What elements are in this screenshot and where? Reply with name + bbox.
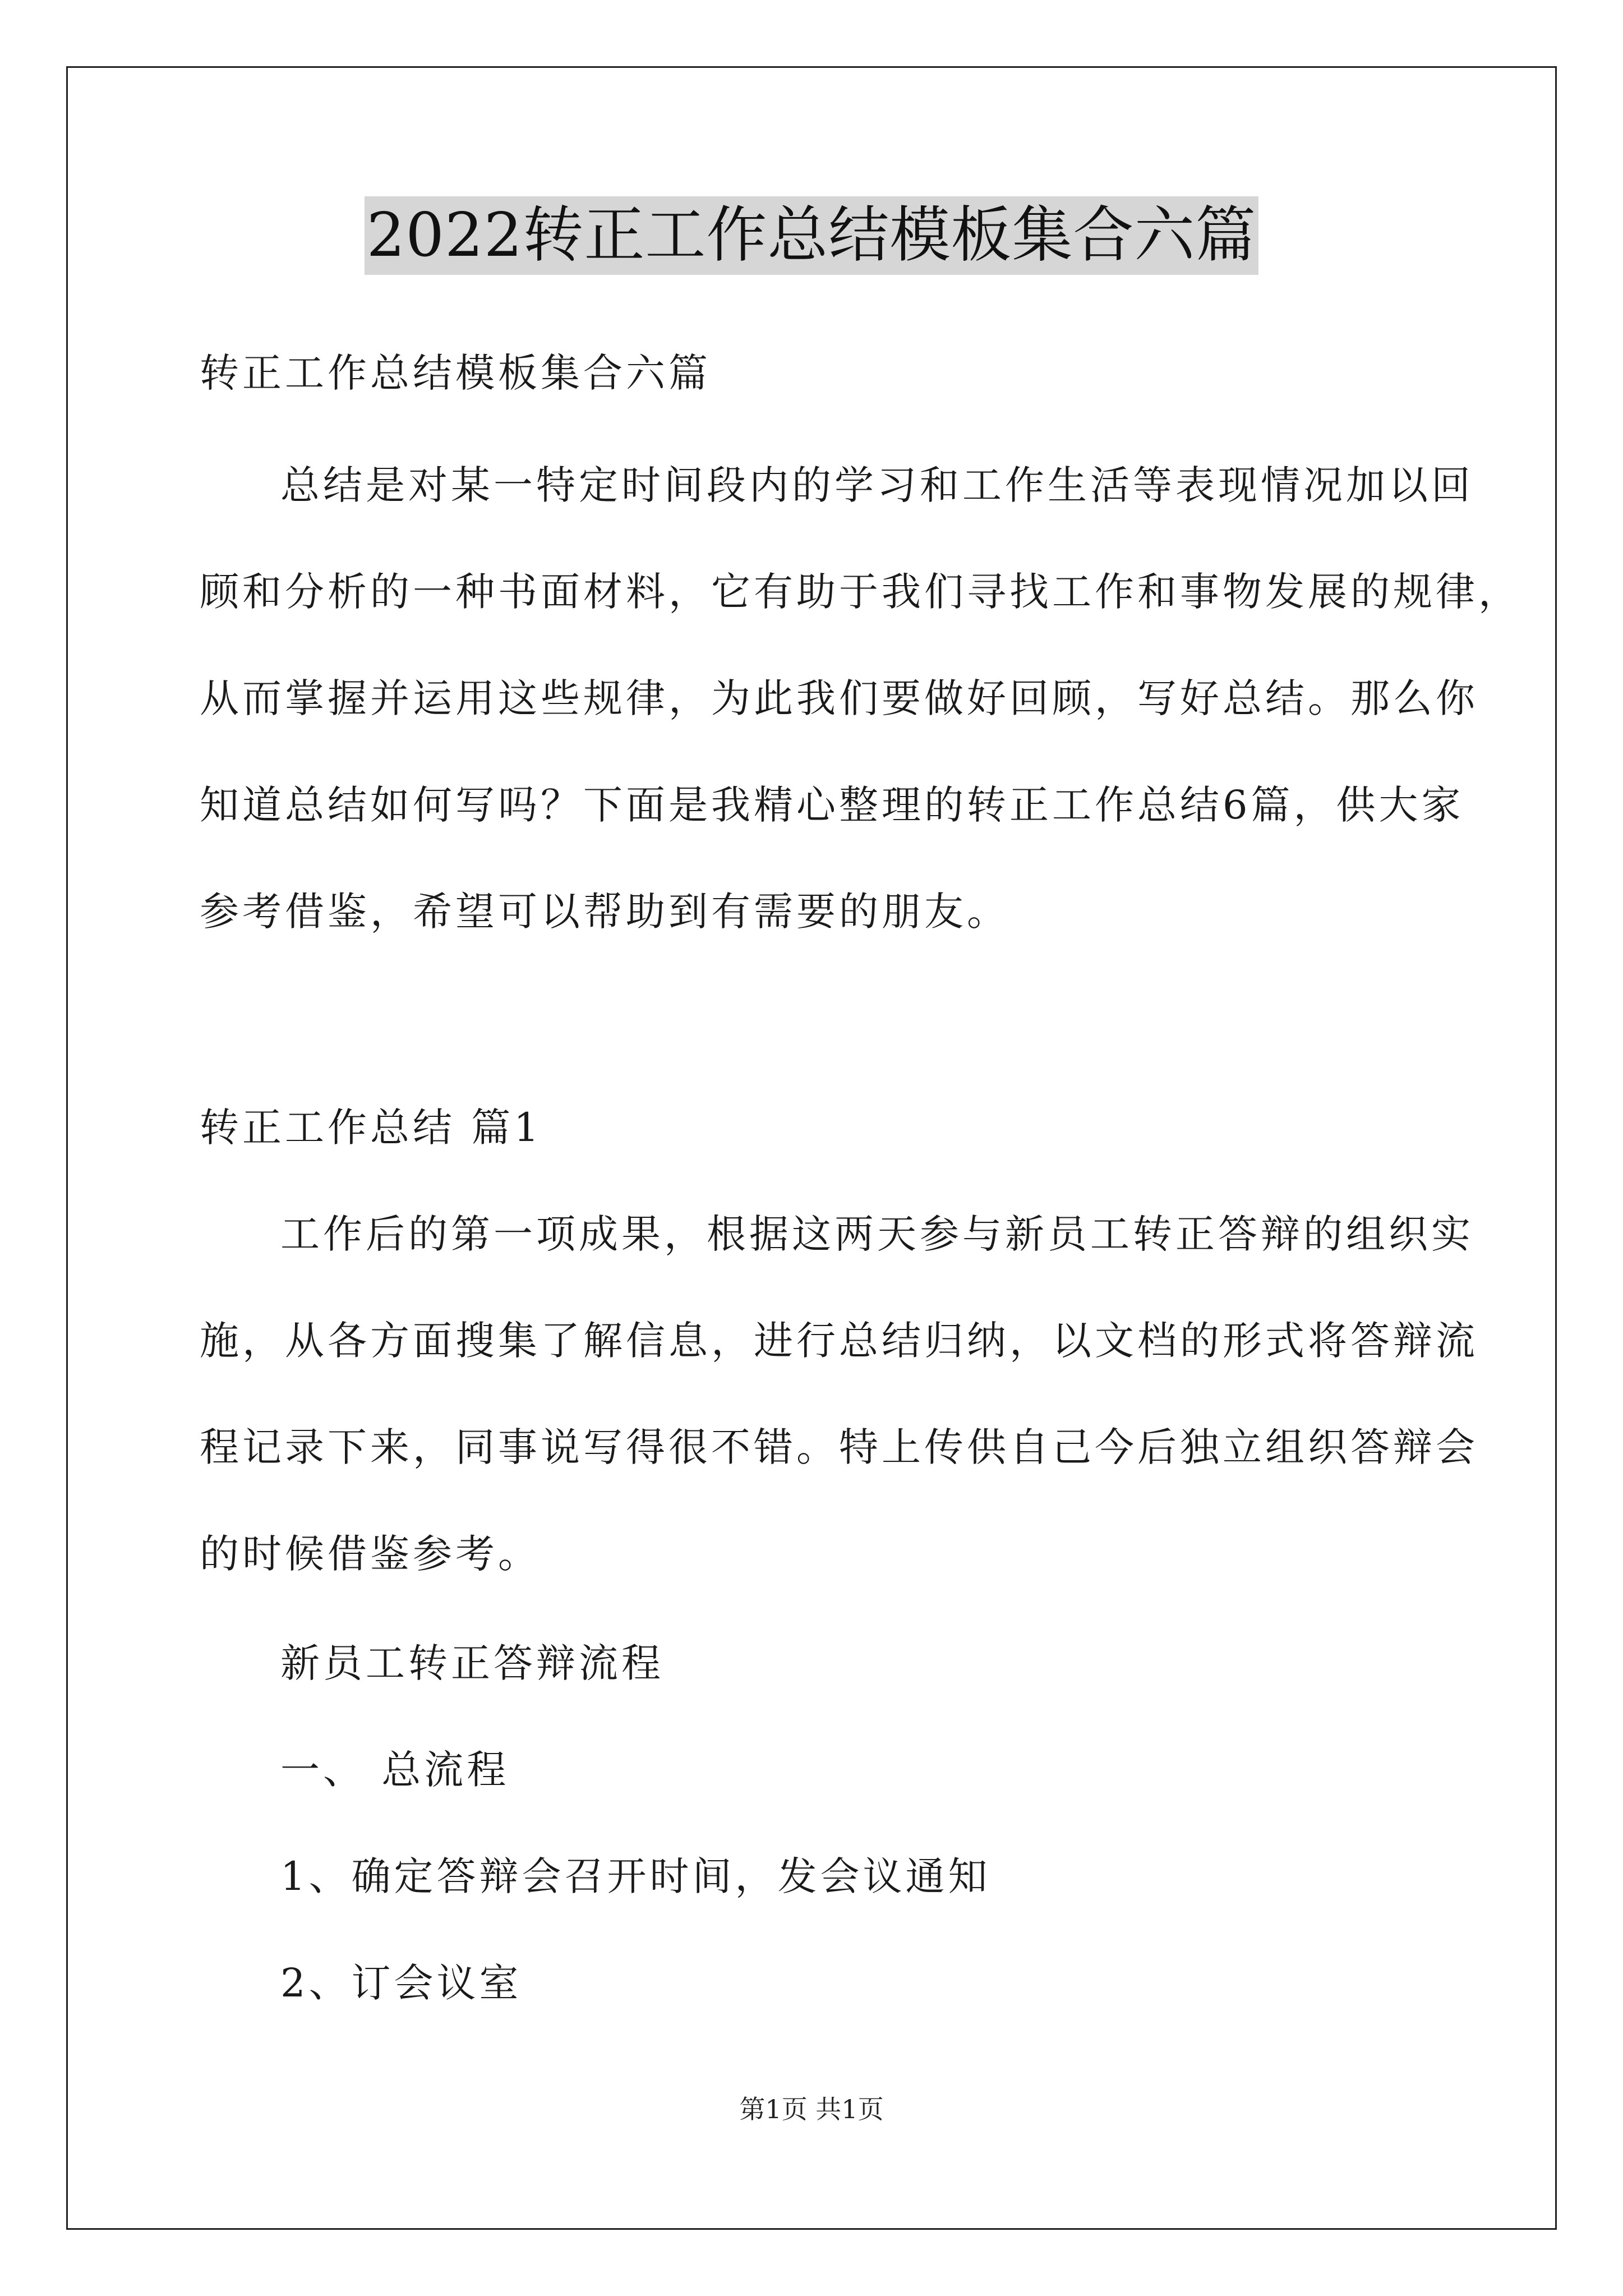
intro-line-5: 参考借鉴，希望可以帮助到有需要的朋友。 bbox=[200, 889, 1009, 935]
intro-line-1: 总结是对某一特定时间段内的学习和工作生活等表现情况加以回 bbox=[280, 462, 1474, 508]
document-title: 2022转正工作总结模板集合六篇 bbox=[365, 196, 1259, 275]
section-line-4: 的时候借鉴参考。 bbox=[200, 1531, 541, 1577]
section-heading: 转正工作总结 篇1 bbox=[200, 1105, 542, 1151]
section-line-1: 工作后的第一项成果，根据这两天参与新员工转正答辩的组织实 bbox=[280, 1211, 1474, 1257]
page-footer: 第1页 共1页 bbox=[739, 2094, 884, 2124]
step-1: 1、确定答辩会召开时间，发会议通知 bbox=[280, 1853, 991, 1899]
intro-line-3: 从而掌握并运用这些规律，为此我们要做好回顾，写好总结。那么你 bbox=[200, 675, 1478, 721]
section-line-3: 程记录下来，同事说写得很不错。特上传供自己今后独立组织答辩会 bbox=[200, 1424, 1478, 1470]
intro-line-4: 知道总结如何写吗？下面是我精心整理的转正工作总结6篇，供大家 bbox=[200, 782, 1464, 828]
step-2: 2、订会议室 bbox=[280, 1960, 522, 2006]
intro-line-2: 顾和分析的一种书面材料，它有助于我们寻找工作和事物发展的规律， bbox=[200, 569, 1521, 615]
title-container bbox=[0, 196, 1623, 275]
process-heading: 一、 总流程 bbox=[280, 1747, 510, 1793]
document-subtitle: 转正工作总结模板集合六篇 bbox=[200, 350, 711, 396]
section-line-2: 施，从各方面搜集了解信息，进行总结归纳，以文档的形式将答辩流 bbox=[200, 1318, 1478, 1364]
process-title: 新员工转正答辩流程 bbox=[280, 1640, 664, 1686]
